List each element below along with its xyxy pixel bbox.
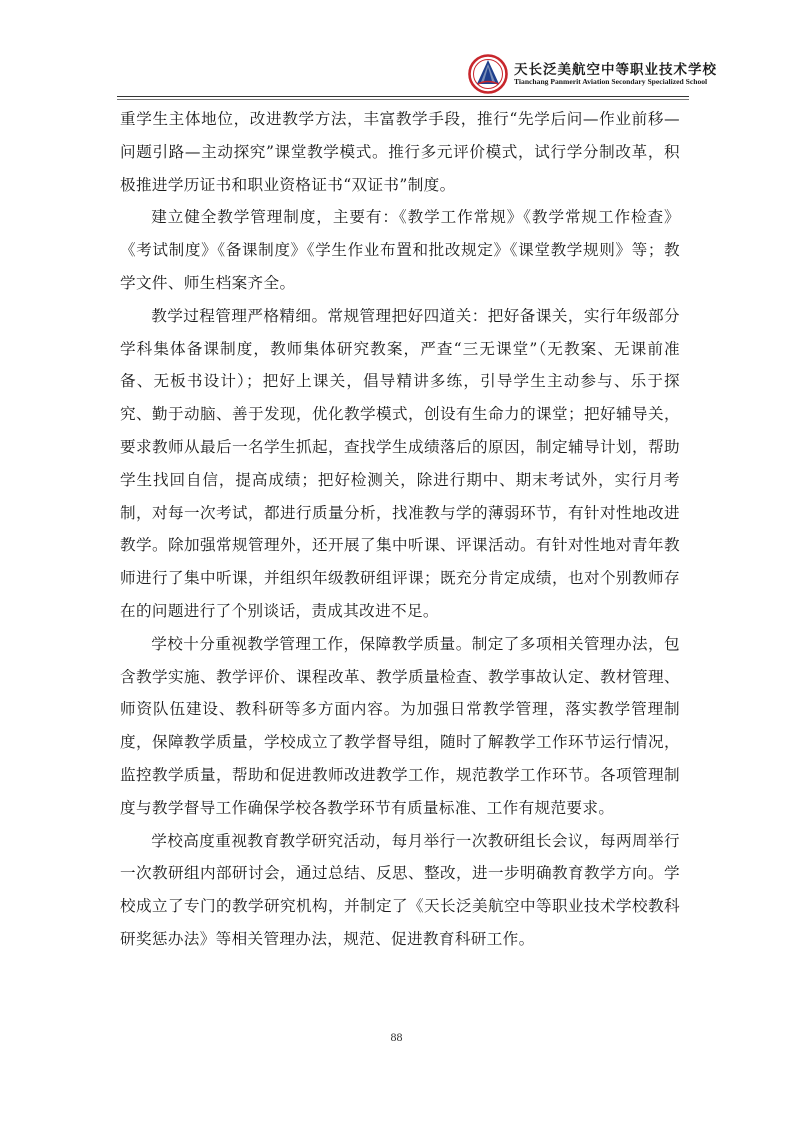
paragraph-management-system: 建立健全教学管理制度，主要有：《教学工作常规》《教学常规工作检查》《考试制度》《备课制度》《学生作业布置和批改规定》《课堂教学规则》等；教学文件、师生档案齐全。 xyxy=(120,208,680,292)
paragraph-quality-assurance: 学校十分重视教学管理工作，保障教学质量。制定了多项相关管理办法，包含教学实施、教学评价、课程改革、教学质量检查、教学事故认定、教材管理、师资队伍建设、教科研等多方面内容。为加强日常教学管理，落实教学管理制度，保障教学质量，学校成立了教学督导组，随时了解教学工作环节运行情况，监控教学质量，帮助和促进教师改进教学工作，规范教学工作环节。各项管理制度与教学督导工作确保学校各教学环节有质量标准、工作有规范要求。 xyxy=(120,634,680,817)
page-number: 88 xyxy=(390,1030,403,1044)
school-emblem-icon xyxy=(468,54,508,94)
school-name-cn: 天长泛美航空中等职业技术学校 xyxy=(514,62,717,78)
header-divider-thin xyxy=(117,99,689,100)
school-name-en: Tianchang Panmerit Aviation Secondary Specialized School xyxy=(514,77,708,86)
header-divider xyxy=(117,96,689,97)
paragraph-process-management: 教学过程管理严格精细。常规管理把好四道关：把好备课关，实行年级部分学科集体备课制度，教师集体研究教案，严查“三无课堂”（无教案、无课前准备、无板书设计）；把好上课关，倡导精讲多练，引导学生主动参与、乐于探究、勤于动脑、善于发现，优化教学模式，创设有生命力的课堂；把好辅导关，要求教师从最后一名学生抓起，查找学生成绩落后的原因，制定辅导计划，帮助学生找回自信，提高成绩；把好检测关，除进行期中、期末考试外，实行月考制，对每一次考试，都进行质量分析，找准教与学的薄弱环节，有针对性地改进教学。除加强常规管理外，还开展了集中听课、评课活动。有针对性地对青年教师进行了集中听课，并组织年级教研组评课；既充分肯定成绩，也对个别教师存在的问题进行了个别谈话，责成其改进不足。 xyxy=(120,306,680,620)
document-body xyxy=(120,103,680,956)
paragraph-teaching-research: 学校高度重视教育教学研究活动，每月举行一次教研组长会议，每两周举行一次教研组内部研讨会，通过总结、反思、整改，进一步明确教育教学方向。学校成立了专门的教学研究机构，并制定了《天长泛美航空中等职业技术学校教科研奖惩办法》等相关管理办法，规范、促进教育科研工作。 xyxy=(120,831,680,948)
page-header xyxy=(0,0,793,100)
paragraph-continued: 重学生主体地位，改进教学方法，丰富教学手段，推行“先学后问—作业前移—问题引路—主动探究”课堂教学模式。推行多元评价模式，试行学分制改革，积极推进学历证书和职业资格证书“双证书”制度。 xyxy=(120,110,680,194)
